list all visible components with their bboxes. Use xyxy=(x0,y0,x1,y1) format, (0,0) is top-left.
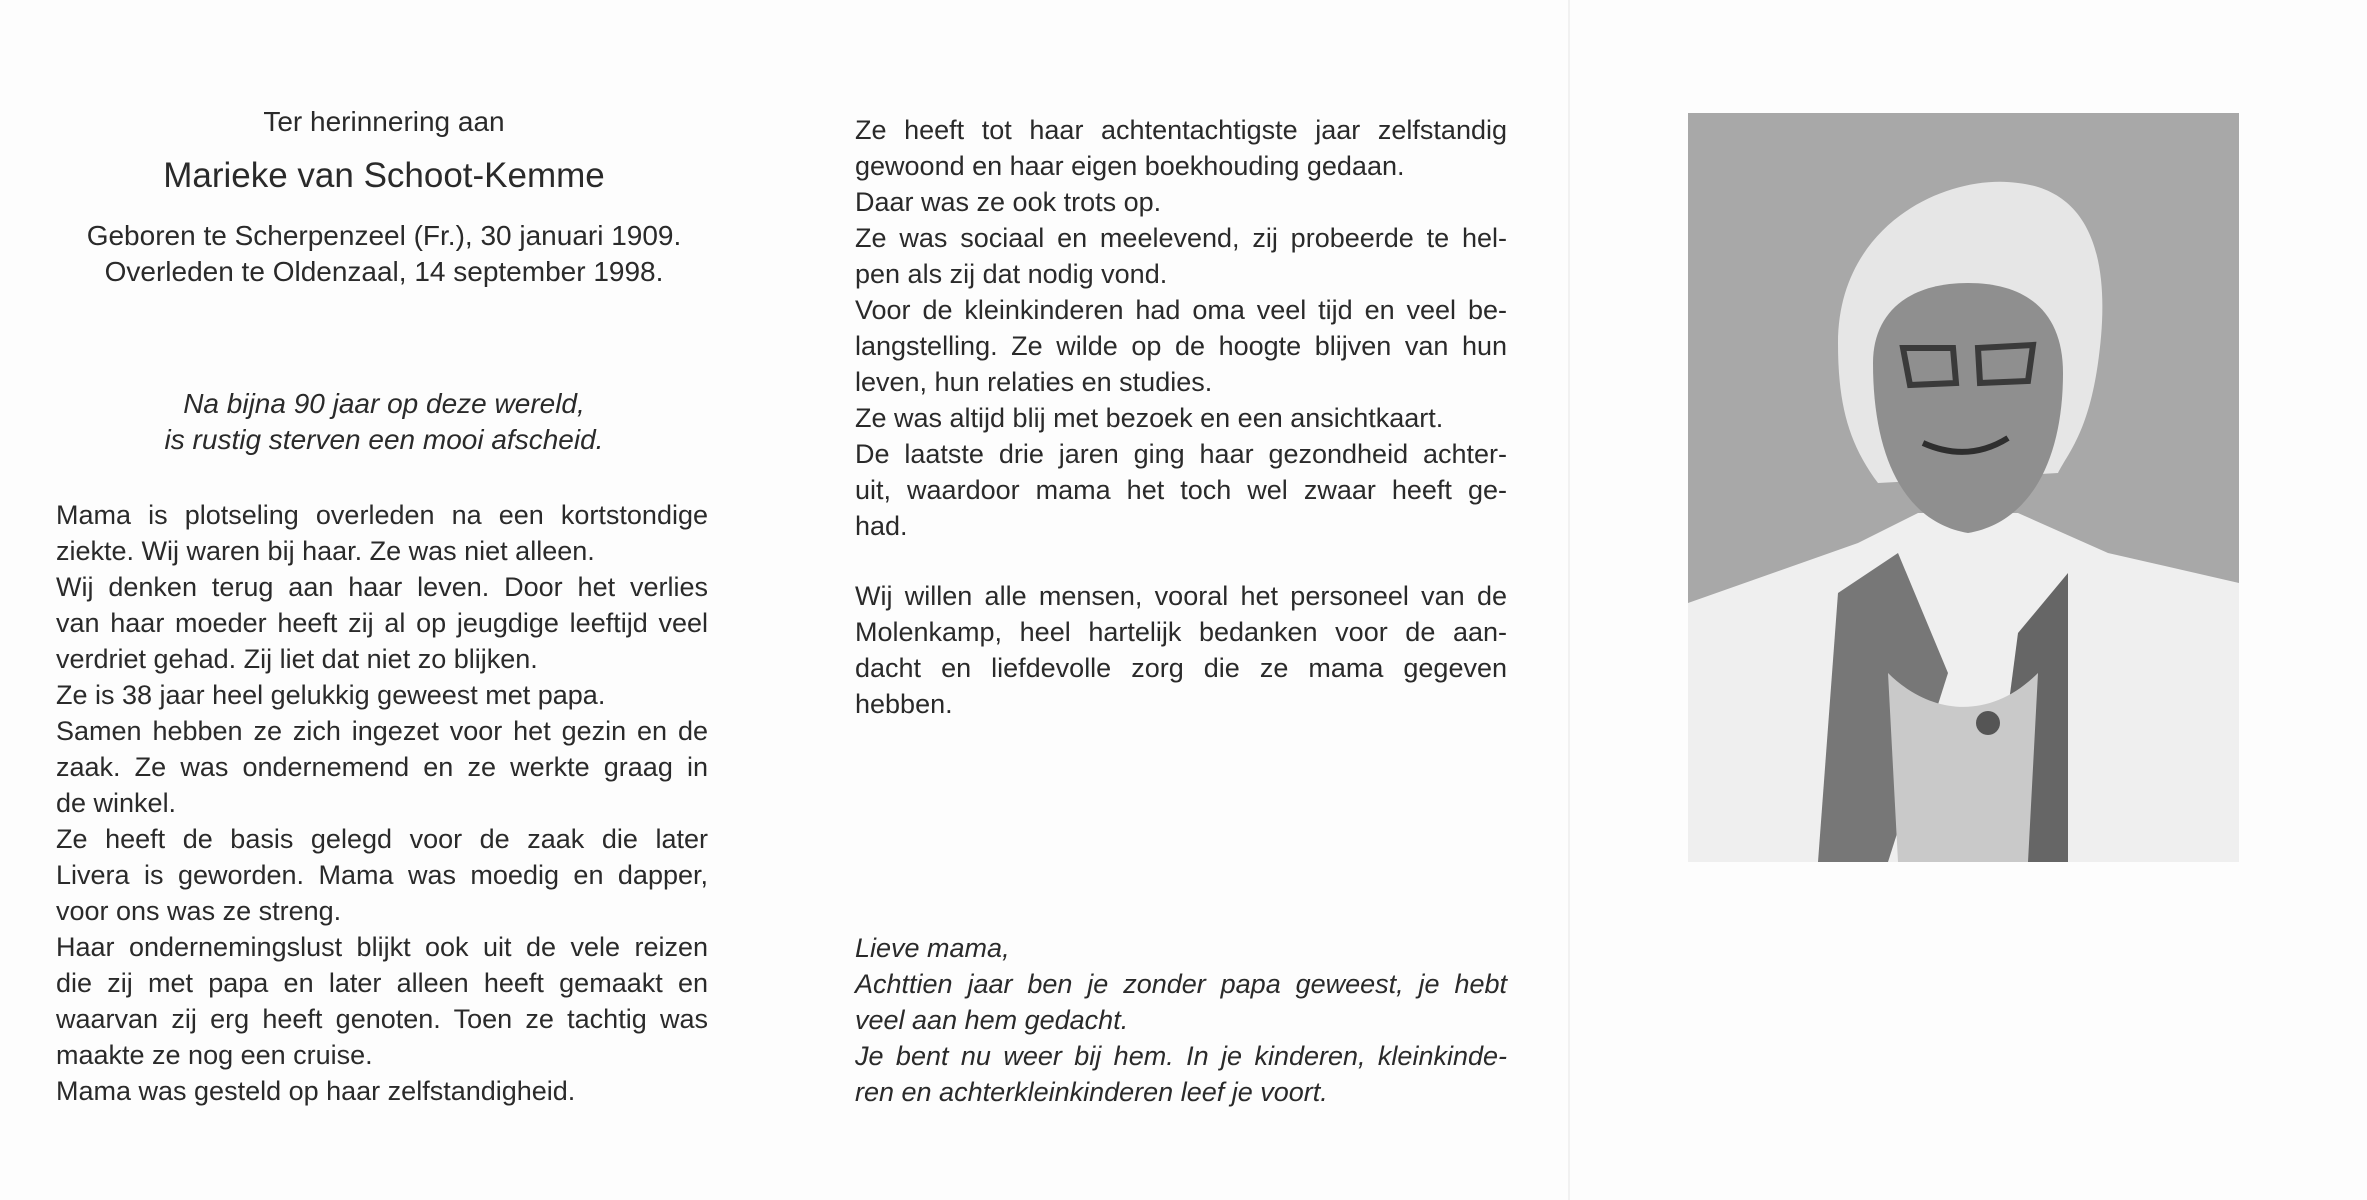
text-line: uit, waardoor mama het toch wel zwaar heeft ge- xyxy=(855,475,1507,505)
verse-line: Na bijna 90 jaar op deze wereld, xyxy=(183,388,585,419)
text-line: De laatste drie jaren ging haar gezondheid achter- xyxy=(855,439,1507,469)
text-line: Je bent nu weer bij hem. In je kinderen, kleinkinde- xyxy=(855,1041,1507,1071)
closing-message xyxy=(855,930,1507,1110)
deceased-name: Marieke van Schoot-Kemme xyxy=(163,156,605,195)
text-line: Lieve mama, xyxy=(855,933,1010,963)
text-line: die zij met papa en later alleen heeft gemaakt en xyxy=(56,968,708,998)
intro-text: Ter herinnering aan xyxy=(263,106,505,137)
text-line: Daar was ze ook trots op. xyxy=(855,187,1162,217)
portrait-photo xyxy=(1688,113,2239,862)
text-line: Ze heeft de basis gelegd voor de zaak die later xyxy=(56,824,708,854)
text-line: de winkel. xyxy=(56,788,177,818)
biography-left xyxy=(56,497,708,1109)
text-line: ren en achterkleinkinderen leef je voort. xyxy=(855,1077,1328,1107)
text-line: Ze heeft tot haar achtentachtigste jaar zelfstandig xyxy=(855,115,1507,145)
thanks-paragraph xyxy=(855,578,1507,722)
text-line: gewoond en haar eigen boekhouding gedaan. xyxy=(855,151,1405,181)
text-line: Haar ondernemingslust blijkt ook uit de vele reizen xyxy=(56,932,708,962)
text-line: dacht en liefdevolle zorg die ze mama gegeven xyxy=(855,653,1507,683)
text-line: langstelling. Ze wilde op de hoogte blijven van hun xyxy=(855,331,1507,361)
text-line: verdriet gehad. Zij liet dat niet zo blijken. xyxy=(56,644,538,674)
birth-line: Geboren te Scherpenzeel (Fr.), 30 januari 1909. xyxy=(86,220,682,251)
text-line: had. xyxy=(855,511,908,541)
text-line: voor ons was ze streng. xyxy=(56,896,342,926)
text-line: Mama is plotseling overleden na een kortstondige xyxy=(56,500,708,530)
card-fold xyxy=(1568,0,1570,1200)
text-line: Voor de kleinkinderen had oma veel tijd en veel be- xyxy=(855,295,1507,325)
text-line: Molenkamp, heel hartelijk bedanken voor de aan- xyxy=(855,617,1507,647)
text-line: Ze was sociaal en meelevend, zij probeerde te hel- xyxy=(855,223,1507,253)
text-line: van haar moeder heeft zij al op jeugdige leeftijd veel xyxy=(56,608,708,638)
text-line: waarvan zij erg heeft genoten. Toen ze tachtig was xyxy=(56,1004,708,1034)
text-line: veel aan hem gedacht. xyxy=(855,1005,1129,1035)
text-line: zaak. Ze was ondernemend en ze werkte graag in xyxy=(56,752,708,782)
text-line: Samen hebben ze zich ingezet voor het gezin en de xyxy=(56,716,708,746)
text-line: ziekte. Wij waren bij haar. Ze was niet alleen. xyxy=(56,536,595,566)
verse-line: is rustig sterven een mooi afscheid. xyxy=(164,424,604,455)
biography-middle xyxy=(855,112,1507,544)
text-line: Ze is 38 jaar heel gelukkig geweest met papa. xyxy=(56,680,606,710)
text-line: Wij willen alle mensen, vooral het personeel van de xyxy=(855,581,1507,611)
text-line: leven, hun relaties en studies. xyxy=(855,367,1213,397)
text-line: Ze was altijd blij met bezoek en een ansichtkaart. xyxy=(855,403,1444,433)
death-line: Overleden te Oldenzaal, 14 september 1998. xyxy=(104,256,664,287)
text-line: hebben. xyxy=(855,689,953,719)
text-line: Achttien jaar ben je zonder papa geweest, je hebt xyxy=(855,969,1507,999)
text-line: Mama was gesteld op haar zelfstandigheid. xyxy=(56,1076,576,1106)
text-line: maakte ze nog een cruise. xyxy=(56,1040,373,1070)
text-line: pen als zij dat nodig vond. xyxy=(855,259,1168,289)
text-line: Wij denken terug aan haar leven. Door het verlies xyxy=(56,572,708,602)
text-line: Livera is geworden. Mama was moedig en dapper, xyxy=(56,860,708,890)
